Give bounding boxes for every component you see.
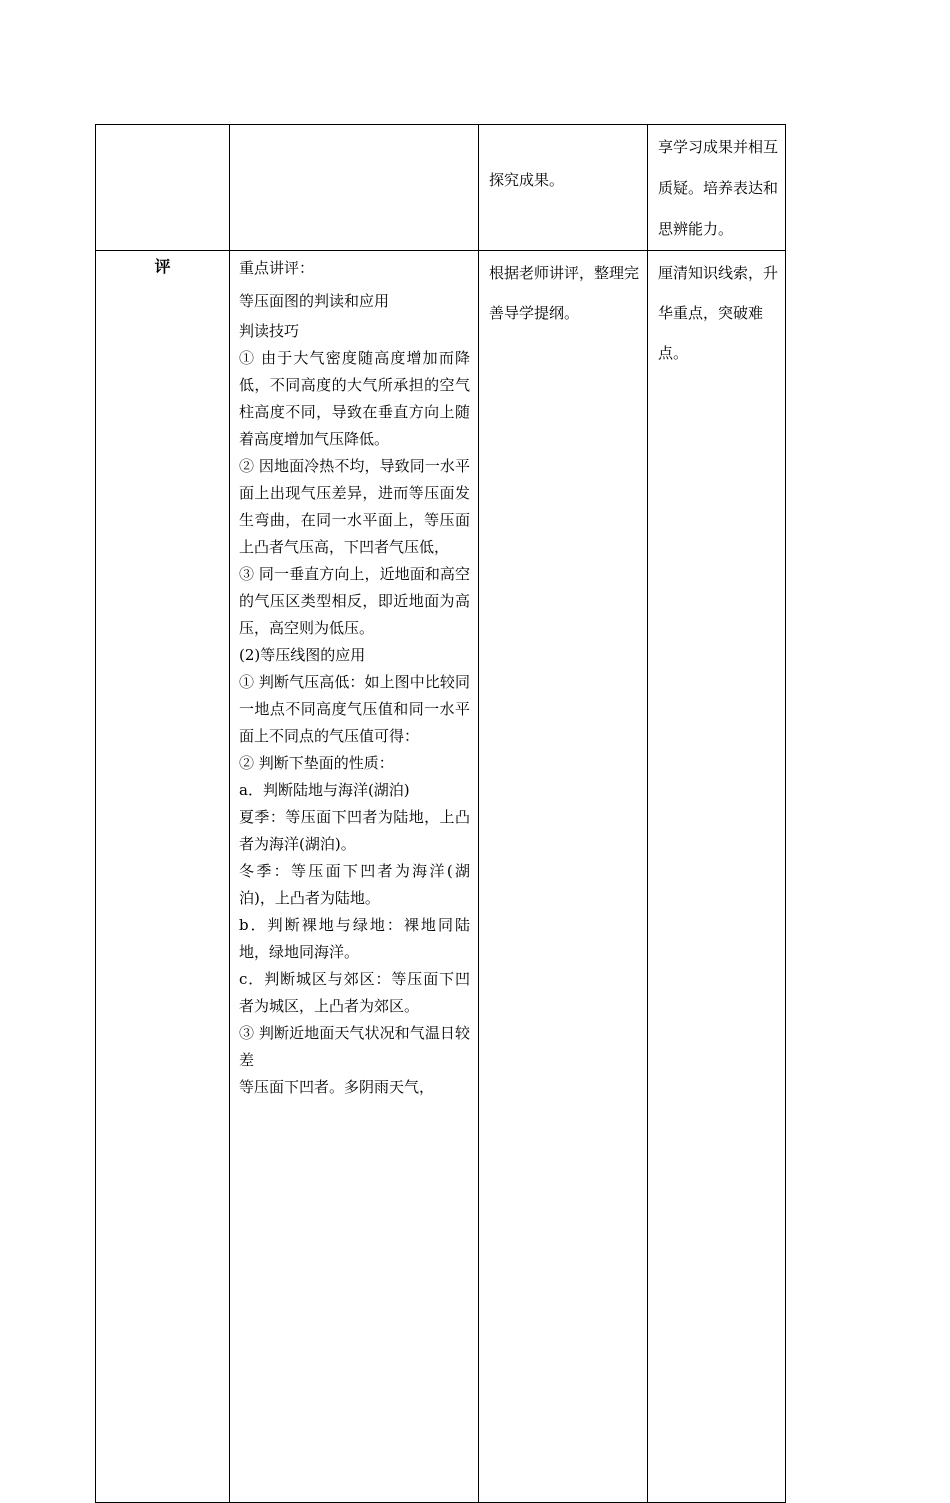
content-line: ② 因地面冷热不均，导致同一水平面上出现气压差异，进而等压面发生弯曲，在同一水平面上，等压面上凸者气压高，下凹者气压低， (239, 457, 470, 556)
student-activity-cell (479, 125, 648, 251)
content-line: 判读技巧 (239, 322, 300, 340)
stage-cell (96, 251, 230, 1503)
content-cell (230, 125, 479, 251)
content-line: ③ 同一垂直方向上，近地面和高空的气压区类型相反，即近地面为高压，高空则为低压。 (239, 565, 470, 637)
design-intent-text: 厘清知识线索，升华重点，突破难点。 (658, 264, 779, 362)
stage-cell (96, 125, 230, 251)
content-line: a．判断陆地与海洋(湖泊) (239, 781, 410, 799)
student-activity-cell (479, 251, 648, 1503)
content-line: 冬季：等压面下凹者为海洋(湖泊)，上凸者为陆地。 (239, 862, 470, 907)
content-line: 夏季：等压面下凹者为陆地，上凸者为海洋(湖泊)。 (239, 808, 470, 853)
content-line: ③ 判断近地面天气状况和气温日较差 (239, 1024, 470, 1069)
content-line: (2)等压线图的应用 (239, 646, 366, 664)
table-row (96, 251, 786, 1503)
lesson-table (95, 124, 786, 1503)
design-intent-text: 享学习成果并相互质疑。培养表达和思辨能力。 (658, 138, 779, 238)
content-line: b．判断裸地与绿地：裸地同陆地，绿地同海洋。 (239, 916, 470, 961)
content-line: 等压面下凹者。多阴雨天气， (239, 1078, 435, 1096)
design-intent-cell (648, 251, 786, 1503)
design-intent-cell (648, 125, 786, 251)
stage-label: 评 (154, 257, 171, 276)
content-line: ① 判断气压高低：如上图中比较同一地点不同高度气压值和同一水平面上不同点的气压值可得： (239, 673, 470, 745)
content-line: c．判断城区与郊区：等压面下凹者为城区，上凸者为郊区。 (239, 970, 470, 1015)
content-text (230, 251, 478, 1202)
student-activity-text: 根据老师讲评，整理完善导学提纲。 (489, 264, 640, 322)
content-line: ② 判断下垫面的性质： (239, 754, 394, 772)
content-line: ① 由于大气密度随高度增加而降低，不同高度的大气所承担的空气柱高度不同，导致在垂直方向上随着高度增加气压降低。 (239, 349, 470, 448)
content-line: 等压面图的判读和应用 (239, 292, 390, 310)
content-line: 重点讲评： (239, 259, 315, 277)
student-activity-text: 探究成果。 (489, 171, 565, 189)
content-cell (230, 251, 479, 1503)
table-row (96, 125, 786, 251)
